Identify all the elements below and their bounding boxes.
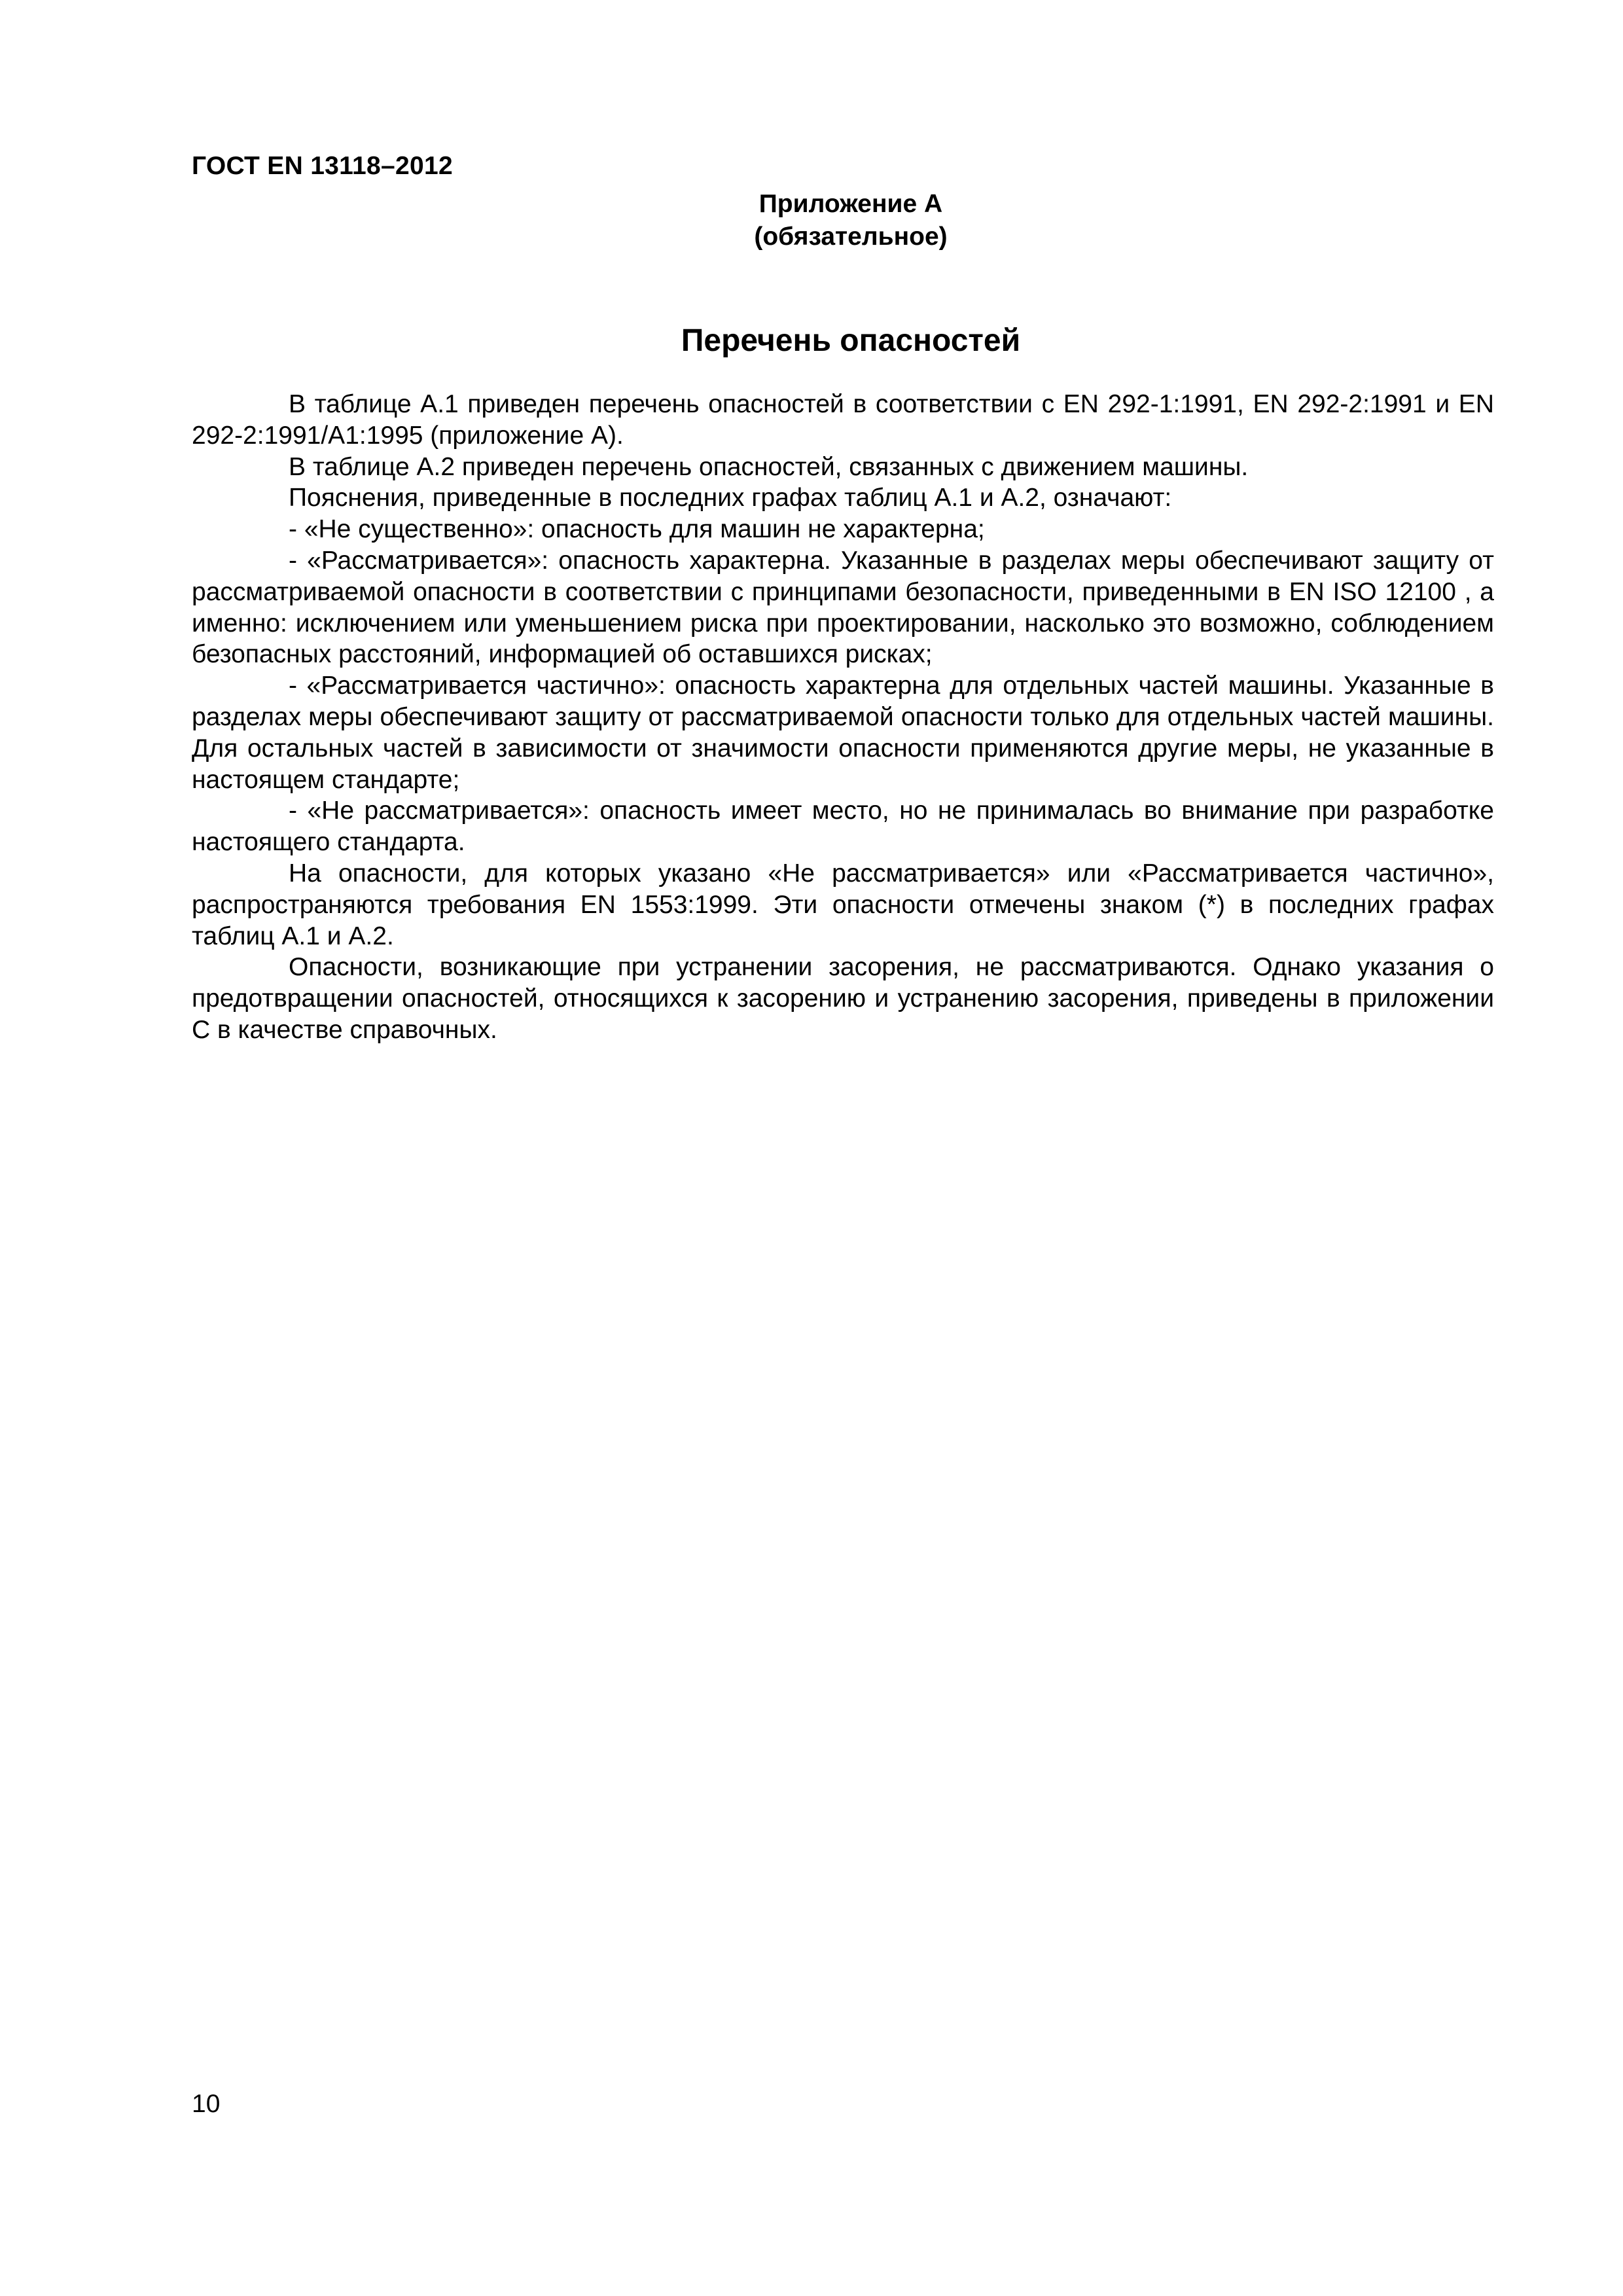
appendix-label: Приложение А [758,190,943,218]
list-item: - «Рассматривается частично»: опасность характерна для отдельных частей машины. Указанные в разделах меры обеспечивают защиту от рассматриваемой опасности только для отдельных частей машины. Для остальных частей в зависимости от значимости опасности применяются другие меры, не указанные в настоящем стандарте; [192,672,1494,794]
list-item: - «Не рассматривается»: опасность имеет место, но не принималась во внимание при разработке настоящего стандарта. [192,797,1494,857]
paragraph: В таблице А.2 приведен перечень опасностей, связанных с движением машины. [289,452,1249,481]
list-item: - «Рассматривается»: опасность характерна. Указанные в разделах меры обеспечивают защиту от рассматриваемой опасности в соответствии с принципами безопасности, приведенными в EN ISO 12100 , а именно: исключением или уменьшением риска при проектировании, насколько это возможно, соблюдением безопасных расстояний, информацией об оставшихся рисках; [192,546,1494,669]
page-number: 10 [192,2090,221,2118]
paragraph: Опасности, возникающие при устранении засорения, не рассматриваются. Однако указания о предотвращении опасностей, относящихся к засорению и устранению засорения, приведены в приложении С в качестве справочных. [192,953,1494,1044]
body-text [192,389,1494,1046]
appendix-status: (обязательное) [754,223,948,251]
section-title: Перечень опасностей [681,323,1021,358]
list-item: - «Не существенно»: опасность для машин не характерна; [289,515,985,544]
appendix-heading [654,188,1047,253]
paragraph: На опасности, для которых указано «Не рассматривается» или «Рассматривается частично», распространяются требования EN 1553:1999. Эти опасности отмечены знаком (*) в последних графах таблиц А.1 и А.2. [192,859,1494,950]
paragraph: Пояснения, приведенные в последних графах таблиц А.1 и А.2, означают: [289,484,1172,512]
paragraph: В таблице А.1 приведен перечень опасностей в соответствии с EN 292-1:1991, EN 292-2:1991 и EN 292-2:1991/A1:1995 (приложение А). [192,390,1494,450]
document-code-header: ГОСТ EN 13118–2012 [192,152,453,180]
